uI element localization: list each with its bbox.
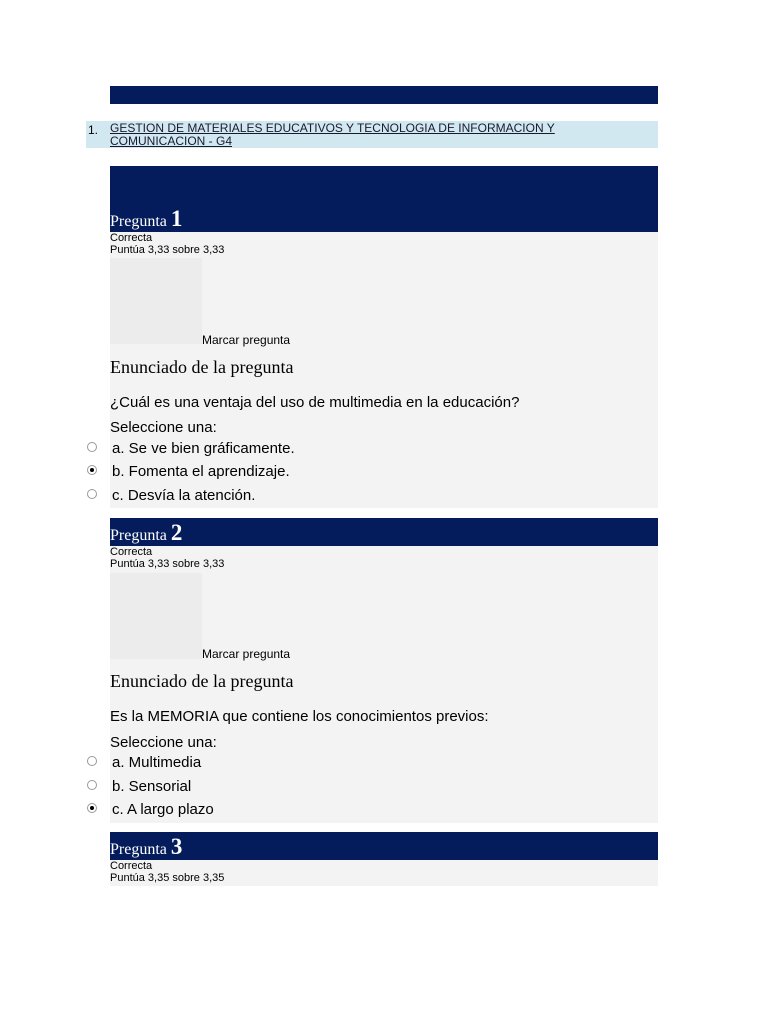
radio-button[interactable] [87,442,97,452]
select-one-label: Seleccione una: [110,419,217,436]
question-2-title [110,520,183,546]
select-one-label: Seleccione una: [110,734,217,751]
answer-label[interactable]: c. Desvía la atención. [112,487,256,504]
question-state: Correcta [110,546,153,558]
answer-option-a[interactable] [86,756,658,778]
answer-label[interactable]: b. Sensorial [112,778,192,795]
pregunta-label: Pregunta [110,527,167,544]
radio-button[interactable] [87,780,97,790]
question-2-header [110,518,658,546]
top-header-bar [110,86,658,104]
answer-label[interactable]: b. Fomenta el aprendizaje. [112,463,290,480]
answer-option-a[interactable] [86,442,658,464]
radio-button-selected[interactable] [87,803,97,813]
question-text: Es la MEMORIA que contiene los conocimientos previos: [110,708,489,725]
question-number: 1 [170,206,183,231]
flag-question-link[interactable]: Marcar pregunta [202,333,291,347]
answer-option-c[interactable] [86,489,658,511]
answer-option-b[interactable] [86,780,658,802]
question-3-title [110,834,183,860]
question-text: ¿Cuál es una ventaja del uso de multimedia en la educación? [110,394,520,411]
question-statement-heading: Enunciado de la pregunta [110,671,294,691]
question-1-header [110,166,658,232]
question-grade: Puntúa 3,33 sobre 3,33 [110,244,225,256]
flag-question-link[interactable]: Marcar pregunta [202,647,291,661]
course-number: 1. [88,123,99,137]
question-number: 3 [170,834,183,859]
question-grade: Puntúa 3,35 sobre 3,35 [110,872,225,884]
answer-label[interactable]: c. A largo plazo [112,801,214,818]
pregunta-label: Pregunta [110,213,167,230]
question-3-header [110,832,658,860]
flag-icon[interactable] [110,573,202,659]
question-number: 2 [170,520,183,545]
answer-option-b[interactable] [86,465,658,487]
pregunta-label: Pregunta [110,841,167,858]
question-1-title [110,206,183,232]
question-grade: Puntúa 3,33 sobre 3,33 [110,558,225,570]
radio-button[interactable] [87,756,97,766]
radio-button-selected[interactable] [87,465,97,475]
course-title-link[interactable]: GESTION DE MATERIALES EDUCATIVOS Y TECNOLOGIA DE INFORMACION Y COMUNICACION - G4 [110,121,555,148]
answer-option-c[interactable] [86,803,658,825]
answer-label[interactable]: a. Se ve bien gráficamente. [112,440,295,457]
question-state: Correcta [110,860,153,872]
flag-icon[interactable] [110,258,202,344]
question-3-body [110,860,658,886]
question-state: Correcta [110,232,153,244]
answer-label[interactable]: a. Multimedia [112,754,202,771]
course-row [86,121,658,148]
question-statement-heading: Enunciado de la pregunta [110,357,294,377]
radio-button[interactable] [87,489,97,499]
